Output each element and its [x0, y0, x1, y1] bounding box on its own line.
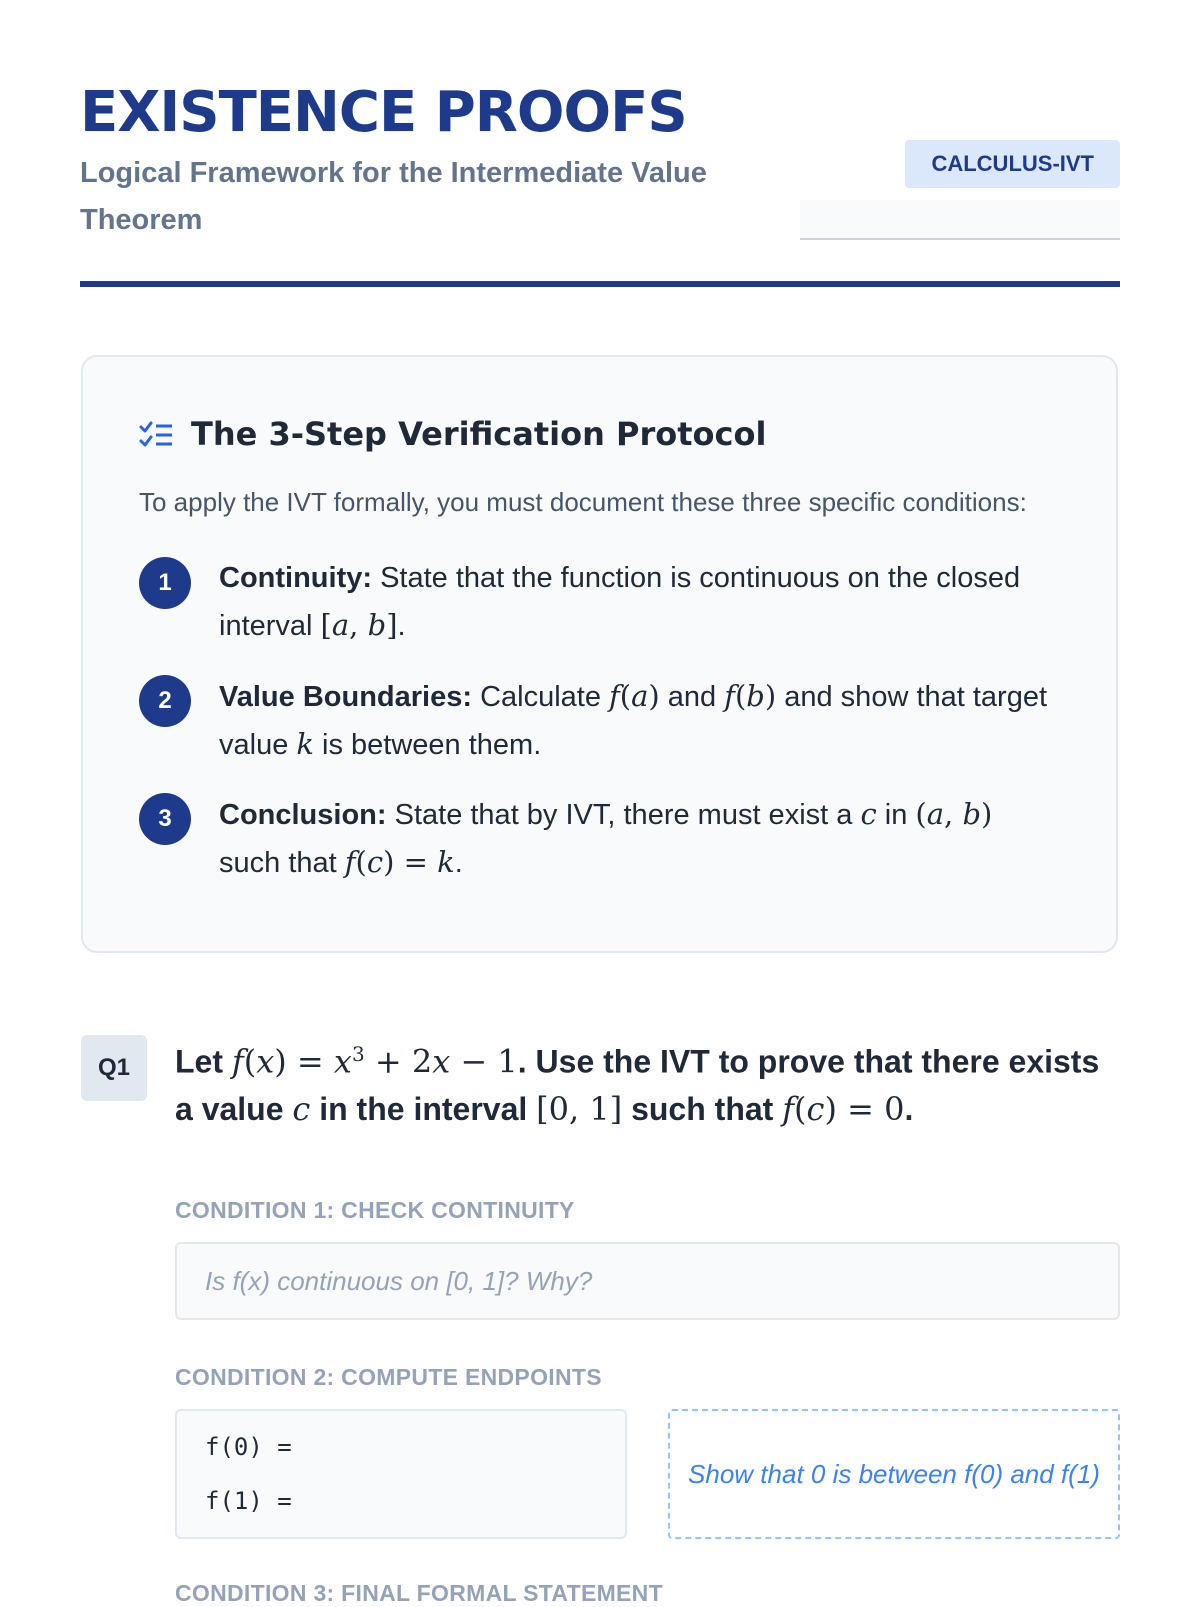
continuity-answer-field[interactable] [175, 1242, 1120, 1320]
question-badge: Q1 [81, 1035, 147, 1101]
checklist-icon [139, 421, 173, 451]
page-title: EXISTENCE PROOFS [80, 80, 687, 145]
step-number: 3 [139, 793, 191, 845]
topic-tag: CALCULUS-IVT [905, 140, 1120, 188]
step-text: Conclusion: State that by IVT, there must exist a c in (a, b) such that f(c) = k. [219, 797, 993, 879]
step-number: 2 [139, 675, 191, 727]
step-label: Value Boundaries: [219, 681, 473, 713]
endpoints-answer-field[interactable] [175, 1409, 627, 1539]
step-text: Value Boundaries: Calculate f(a) and f(b) and show that target value k is between them. [219, 679, 1048, 761]
protocol-title: The 3-Step Verification Protocol [191, 415, 767, 453]
condition-1-label: CONDITION 1: CHECK CONTINUITY [175, 1197, 575, 1223]
f1-label: f(1) = [205, 1487, 292, 1515]
protocol-card [81, 355, 1118, 953]
condition-3-label: CONDITION 3: FINAL FORMAL STATEMENT [175, 1580, 663, 1606]
name-field[interactable] [800, 200, 1120, 240]
step-label: Conclusion: [219, 799, 387, 831]
step-text: Continuity: State that the function is continuous on the closed interval [a, b]. [219, 562, 1021, 642]
step-number: 1 [139, 557, 191, 609]
endpoint-hint-box[interactable]: Show that 0 is between f(0) and f(1) [668, 1409, 1120, 1539]
page-subtitle: Logical Framework for the Intermediate Value Theorem [80, 157, 707, 236]
question-text: Let $f(x) = x^3 + 2x - 1$. Use the IVT to prove that there exists a value c in the interval [0, 1] such that f(c) = 0. [175, 1042, 1100, 1128]
f0-label: f(0) = [205, 1433, 292, 1461]
header-rule [80, 281, 1120, 287]
header [80, 78, 1120, 244]
continuity-placeholder: Is f(x) continuous on [0, 1]? Why? [205, 1266, 593, 1296]
step-label: Continuity: [219, 562, 373, 594]
protocol-intro: To apply the IVT formally, you must document these three specific conditions: [139, 487, 1027, 517]
condition-2-label: CONDITION 2: COMPUTE ENDPOINTS [175, 1364, 602, 1390]
